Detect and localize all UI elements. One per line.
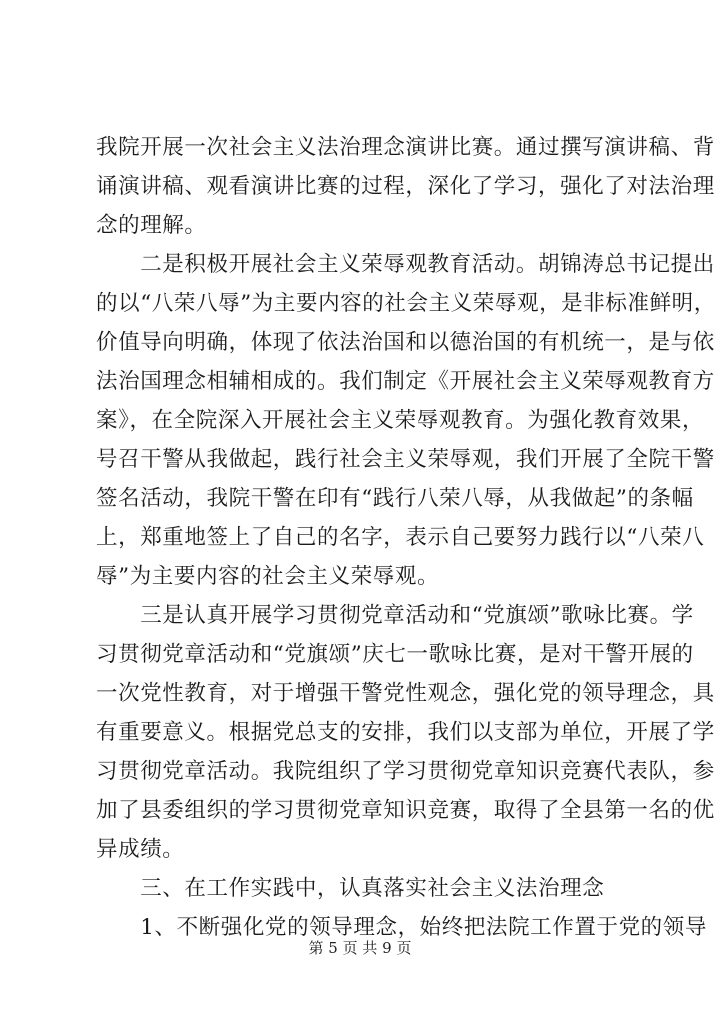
text-line: 习贯彻党章活动。我院组织了学习贯彻党章知识竞赛代表队，参 [96, 759, 715, 784]
text-line: 念的理解。 [96, 213, 207, 238]
text-line: 诵演讲稿、观看演讲比赛的过程，深化了学习，强化了对法治理 [96, 174, 715, 199]
text-line: 价值导向明确，体现了依法治国和以德治国的有机统一，是与依 [96, 330, 715, 355]
text-line: 三是认真开展学习贯彻党章活动和“党旗颂”歌咏比赛。学 [96, 603, 694, 628]
text-line: 签名活动，我院干警在印有“践行八荣八辱，从我做起”的条幅 [96, 486, 694, 511]
text-line: 我院开展一次社会主义法治理念演讲比赛。通过撰写演讲稿、背 [96, 135, 715, 160]
text-line: 1、不断强化党的领导理念，始终把法院工作置于党的领导 [96, 915, 707, 940]
text-line: 有重要意义。根据党总支的安排，我们以支部为单位，开展了学 [96, 720, 715, 745]
text-line: 的以“八荣八辱”为主要内容的社会主义荣辱观，是非标准鲜明， [96, 291, 716, 316]
text-line: 案》，在全院深入开展社会主义荣辱观教育。为强化教育效果， [96, 408, 705, 433]
text-line: 上，郑重地签上了自己的名字，表示自己要努力践行以“八荣八 [96, 525, 705, 550]
text-line: 三、在工作实践中，认真落实社会主义法治理念 [96, 876, 605, 901]
text-line: 二是积极开展社会主义荣辱观教育活动。胡锦涛总书记提出 [96, 252, 715, 277]
text-line: 异成绩。 [96, 837, 185, 862]
page-footer: 第 5 页 共 9 页 [308, 939, 412, 957]
text-line: 习贯彻党章活动和“党旗颂”庆七一歌咏比赛，是对干警开展的 [96, 642, 694, 667]
text-line: 号召干警从我做起，践行社会主义荣辱观，我们开展了全院干警 [96, 447, 715, 472]
text-line: 一次党性教育，对于增强干警党性观念，强化党的领导理念，具 [96, 681, 715, 706]
text-line: 辱”为主要内容的社会主义荣辱观。 [96, 564, 440, 589]
text-line: 法治国理念相辅相成的。我们制定《开展社会主义荣辱观教育方 [96, 369, 715, 394]
text-line: 加了县委组织的学习贯彻党章知识竞赛，取得了全县第一名的优 [96, 798, 715, 823]
